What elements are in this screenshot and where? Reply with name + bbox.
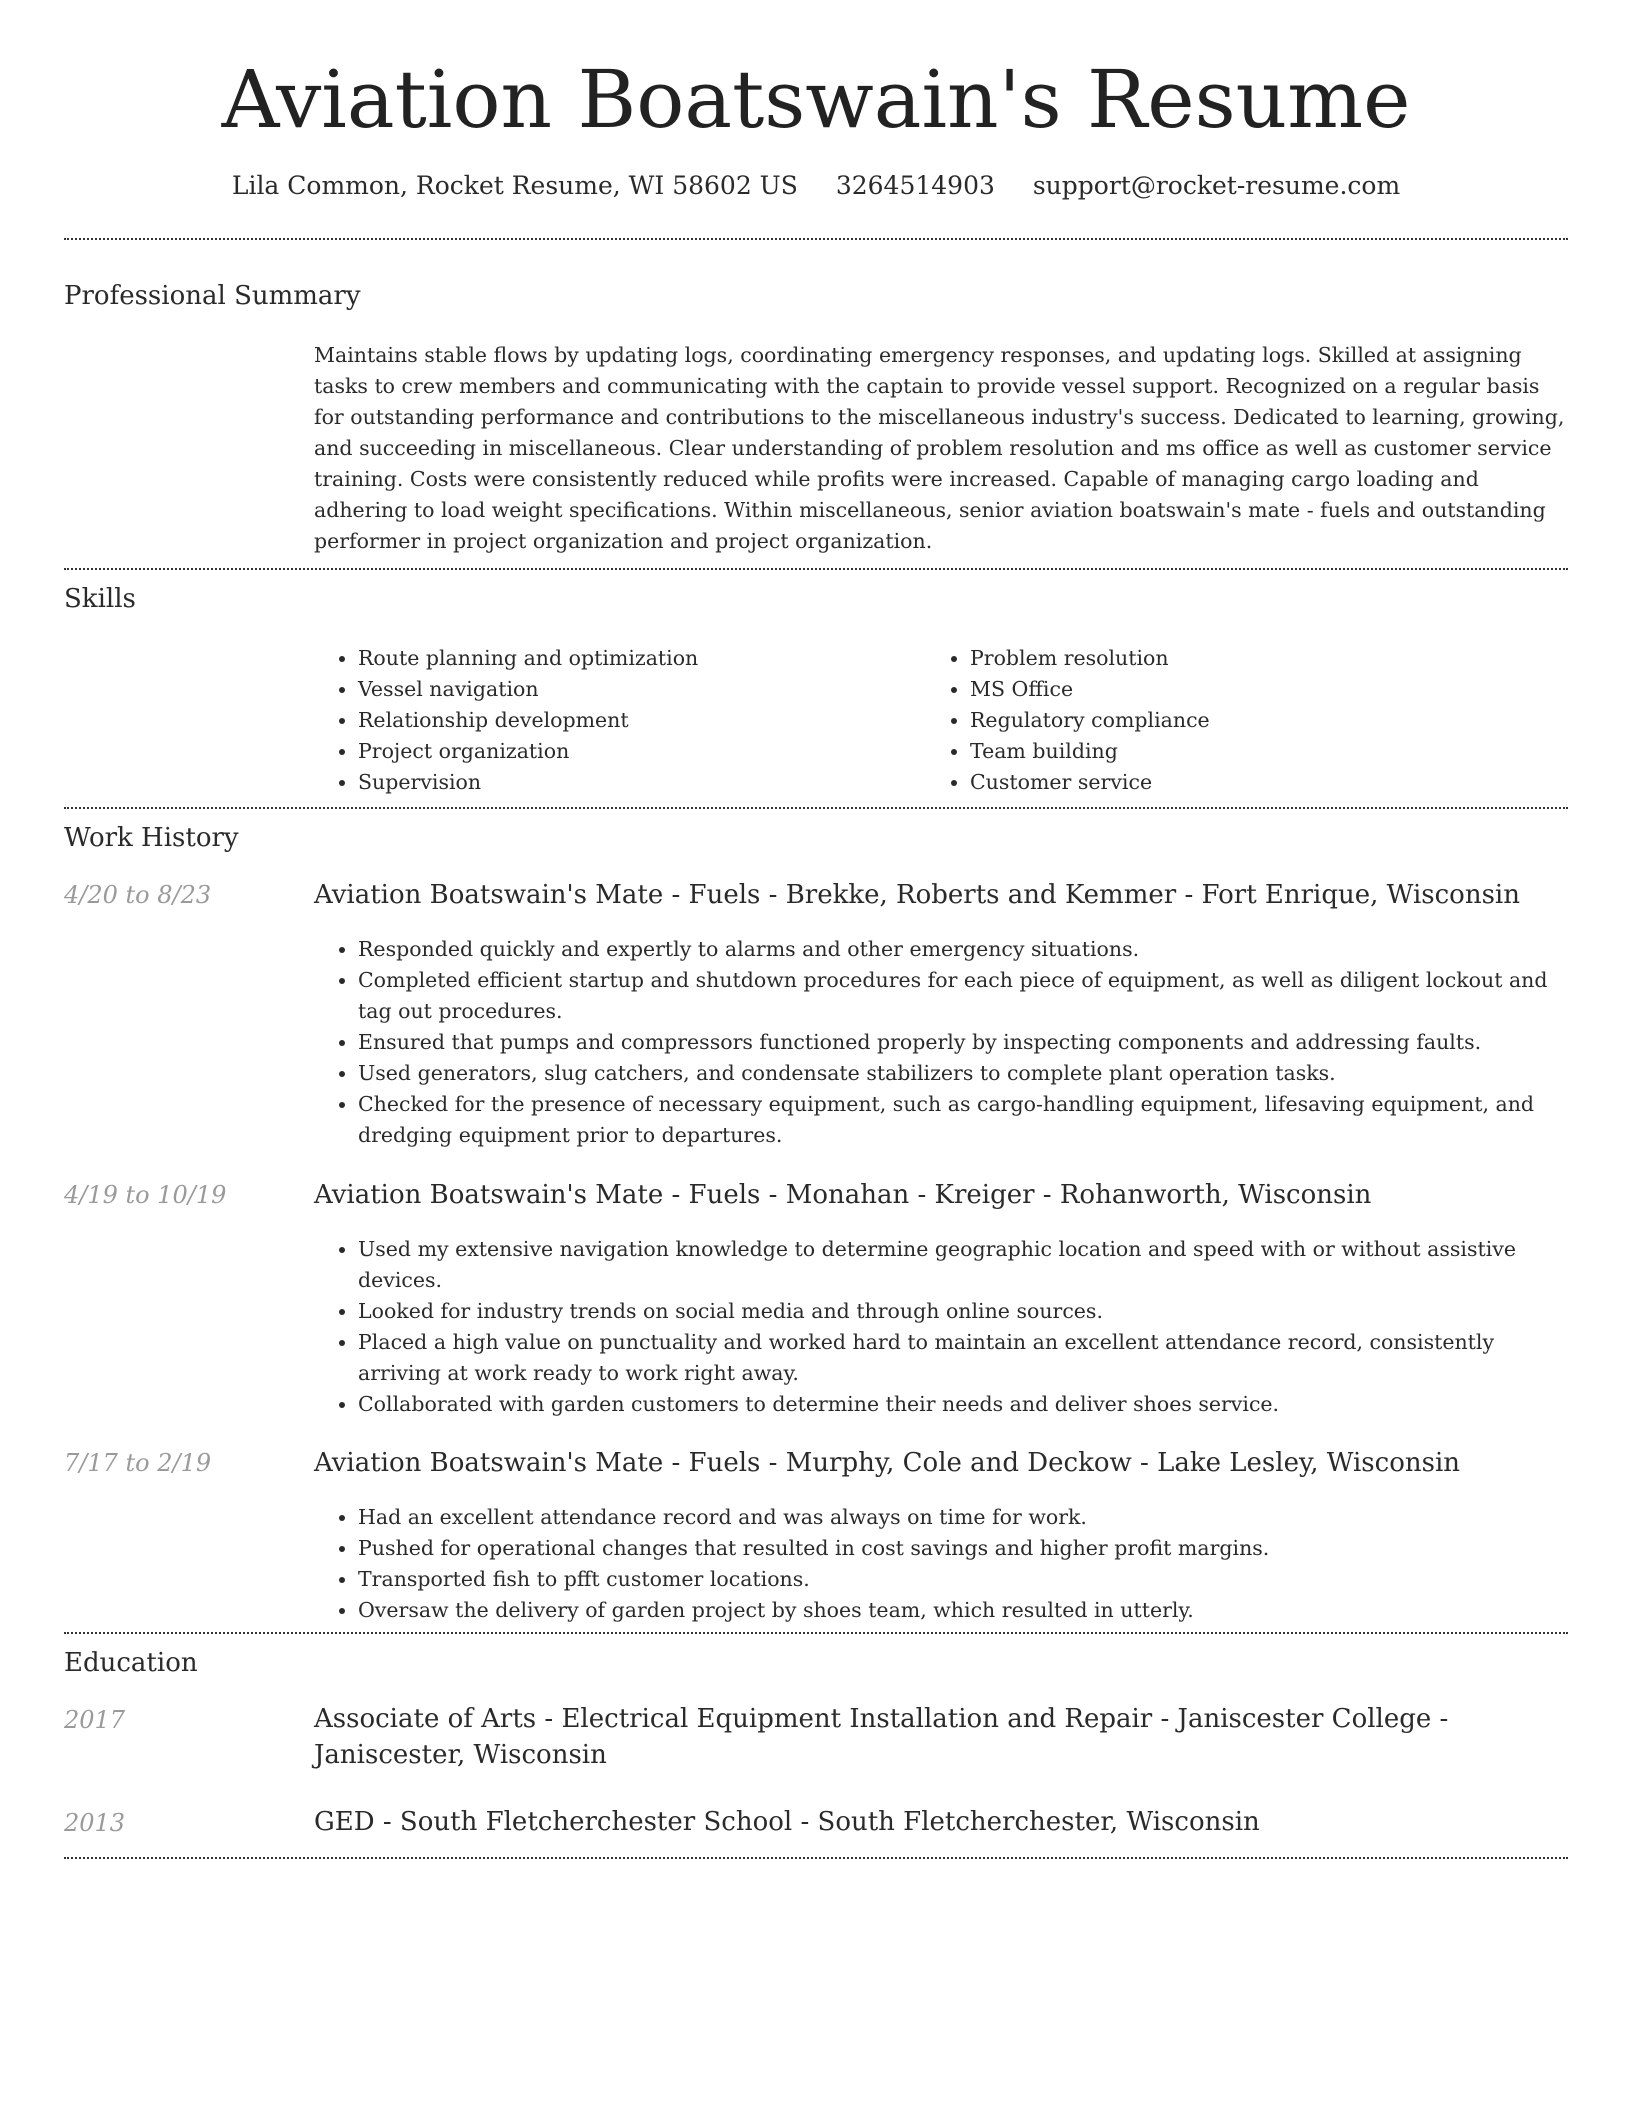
- skill-item: • Team building: [970, 736, 1496, 767]
- job-bullet: • Responded quickly and expertly to alarms and other emergency situations.: [358, 934, 1568, 965]
- job-bullet: • Transported fish to pfft customer locations.: [358, 1564, 1568, 1595]
- contact-line: [0, 169, 1632, 203]
- skills-column-right: [926, 643, 1496, 798]
- resume-header: [0, 45, 1632, 203]
- education-date: 2017: [64, 1706, 126, 1734]
- skill-item: • Vessel navigation: [358, 674, 884, 705]
- skill-item: • Route planning and optimization: [358, 643, 884, 674]
- skill-item: • Project organization: [358, 736, 884, 767]
- job-title: Aviation Boatswain's Mate - Fuels - Murphy, Cole and Deckow - Lake Lesley, Wisconsin: [314, 1448, 1461, 1478]
- skill-item: • Relationship development: [358, 705, 884, 736]
- divider: [64, 568, 1568, 570]
- job-bullet: • Used generators, slug catchers, and condensate stabilizers to complete plant operation tasks.: [358, 1058, 1568, 1089]
- job-bullet: • Oversaw the delivery of garden project by shoes team, which resulted in utterly.: [358, 1595, 1568, 1626]
- education-title: GED - South Fletcherchester School - South Fletcherchester, Wisconsin: [314, 1807, 1260, 1837]
- contact-address: Lila Common, Rocket Resume, WI 58602 US: [231, 171, 798, 200]
- skill-item: • Problem resolution: [970, 643, 1496, 674]
- summary-text: Maintains stable flows by updating logs, coordinating emergency responses, and updating logs. Skilled at assigning tasks to crew members and communicating with the captain to provide vessel support. Recognized on a regular basis for outstanding performance and contributions to the miscellaneous industry's success. Dedicated to learning, growing, and succeeding in miscellaneous. Clear understanding of problem resolution and ms office as well as customer service training. Costs were consistently reduced while profits were increased. Capable of managing cargo loading and adhering to load weight specifications. Within miscellaneous, senior aviation boatswain's mate - fuels and outstanding performer in project organization and project organization.: [314, 343, 1565, 553]
- education-title: Associate of Arts - Electrical Equipment Installation and Repair - Janiscester College - Janiscester, Wisconsin: [314, 1704, 1449, 1770]
- page-title: Aviation Boatswain's Resume: [221, 53, 1411, 146]
- job-bullet: • Pushed for operational changes that resulted in cost savings and higher profit margins.: [358, 1533, 1568, 1564]
- job-bullet: • Ensured that pumps and compressors functioned properly by inspecting components and addressing faults.: [358, 1027, 1568, 1058]
- job-title: Aviation Boatswain's Mate - Fuels - Brekke, Roberts and Kemmer - Fort Enrique, Wisconsin: [314, 880, 1520, 910]
- job-bullets: [314, 934, 1568, 1151]
- skills-column-left: [314, 643, 884, 798]
- job-bullet: • Checked for the presence of necessary equipment, such as cargo-handling equipment, lifesaving equipment, and dredging equipment prior to departures.: [358, 1089, 1568, 1151]
- job-bullets: [314, 1234, 1568, 1420]
- education-heading: Education: [64, 1648, 198, 1678]
- job-bullet: • Looked for industry trends on social media and through online sources.: [358, 1296, 1568, 1327]
- skills-heading: Skills: [64, 584, 136, 614]
- job-date: 4/19 to 10/19: [64, 1181, 227, 1209]
- skill-item: • Supervision: [358, 767, 884, 798]
- contact-phone: 3264514903: [835, 171, 995, 200]
- job-bullet: • Used my extensive navigation knowledge to determine geographic location and speed with or without assistive devices.: [358, 1234, 1568, 1296]
- contact-email: support@rocket-resume.com: [1032, 171, 1401, 200]
- divider: [64, 807, 1568, 809]
- job-bullet: • Had an excellent attendance record and was always on time for work.: [358, 1502, 1568, 1533]
- skill-item: • MS Office: [970, 674, 1496, 705]
- divider: [64, 238, 1568, 240]
- skill-item: • Customer service: [970, 767, 1496, 798]
- job-bullet: • Completed efficient startup and shutdown procedures for each piece of equipment, as well as diligent lockout and tag out procedures.: [358, 965, 1568, 1027]
- work-history-heading: Work History: [64, 823, 239, 853]
- divider: [64, 1857, 1568, 1859]
- skill-item: • Regulatory compliance: [970, 705, 1496, 736]
- education-date: 2013: [64, 1809, 126, 1837]
- divider: [64, 1632, 1568, 1634]
- job-bullet: • Collaborated with garden customers to determine their needs and deliver shoes service.: [358, 1389, 1568, 1420]
- job-bullets: [314, 1502, 1568, 1626]
- job-title: Aviation Boatswain's Mate - Fuels - Monahan - Kreiger - Rohanworth, Wisconsin: [314, 1180, 1372, 1210]
- job-date: 7/17 to 2/19: [64, 1449, 212, 1477]
- job-date: 4/20 to 8/23: [64, 881, 212, 909]
- job-bullet: • Placed a high value on punctuality and worked hard to maintain an excellent attendance record, consistently arriving at work ready to work right away.: [358, 1327, 1568, 1389]
- summary-heading: Professional Summary: [64, 281, 361, 311]
